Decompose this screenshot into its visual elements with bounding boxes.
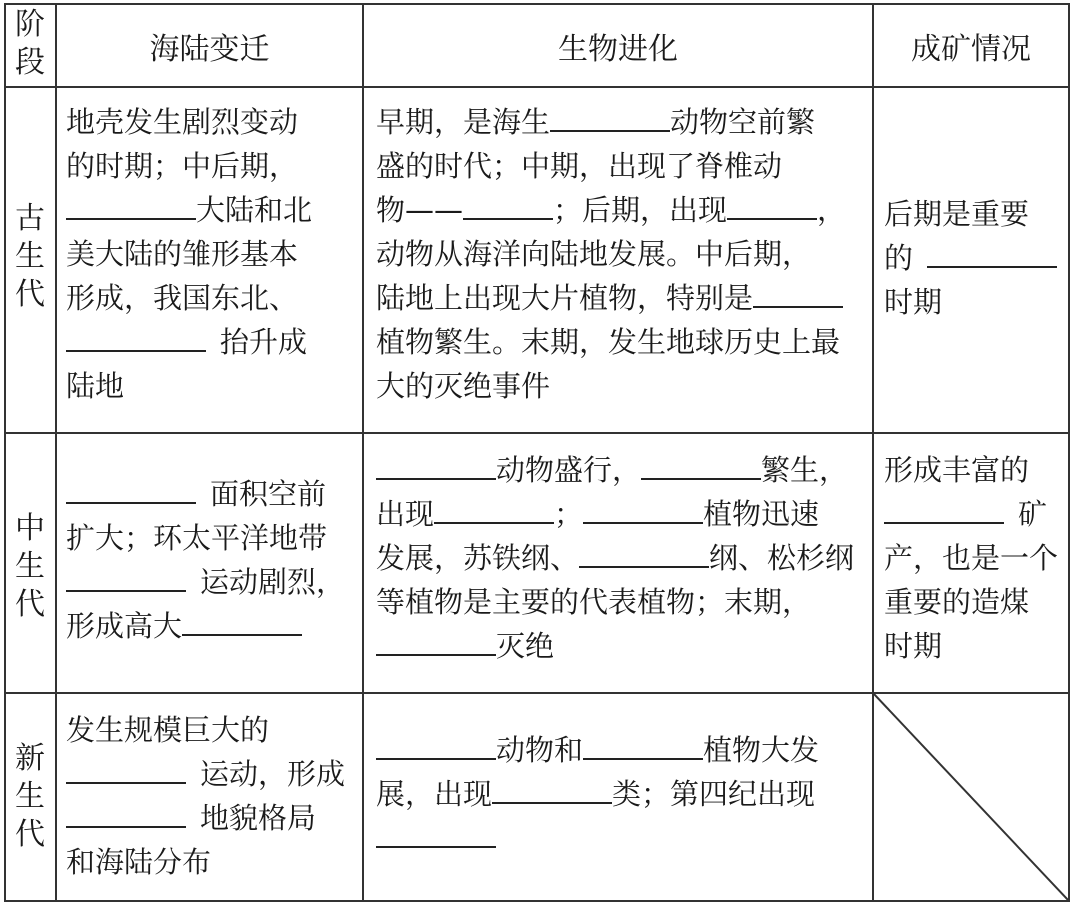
table-border-right xyxy=(1068,3,1070,902)
text-fragment: 运动剧烈， xyxy=(200,565,346,599)
row-divider-1 xyxy=(4,432,1070,434)
text-fragment: 陆地上出现大片植物，特别是 xyxy=(376,281,754,315)
header-sea-land xyxy=(57,24,362,68)
text-line: 时期 xyxy=(884,285,943,319)
text-line xyxy=(66,752,356,796)
stage-paleozoic-text: 古生代 xyxy=(15,201,45,312)
text-fragment: 类；第四纪出现 xyxy=(612,777,816,811)
header-sea-land-text: 海陆变迁 xyxy=(149,32,270,67)
column-divider-1 xyxy=(55,3,57,902)
text-line: 后期是重要 xyxy=(884,197,1030,231)
mesozoic-sea-land xyxy=(66,472,356,648)
text-line xyxy=(376,188,870,232)
text-line: 重要的造煤 xyxy=(884,585,1030,619)
cenozoic-sea-land xyxy=(66,708,356,884)
text-fragment: ；后期，出现 xyxy=(553,193,728,227)
empty-cell-diagonal xyxy=(874,694,1068,900)
text-line: 产，也是一个 xyxy=(884,541,1059,575)
text-line xyxy=(66,604,356,648)
text-fragment: 植物迅速 xyxy=(703,497,820,531)
header-stage xyxy=(10,6,50,82)
fill-blank[interactable] xyxy=(727,188,817,220)
fill-blank[interactable] xyxy=(376,816,496,848)
text-line: 陆地 xyxy=(66,369,125,403)
text-line: 扩大；环太平洋地带 xyxy=(66,521,328,555)
stage-mesozoic xyxy=(10,510,50,624)
text-line xyxy=(376,816,870,860)
text-line xyxy=(884,492,1064,536)
stage-mesozoic-text: 中生代 xyxy=(15,511,45,622)
text-fragment: 抬升成 xyxy=(220,325,308,359)
fill-blank[interactable] xyxy=(66,188,196,220)
text-fragment: 出现 xyxy=(376,497,435,531)
text-line: 时期 xyxy=(884,629,943,663)
text-line: 形成丰富的 xyxy=(884,453,1030,487)
text-line: 动物从海洋向陆地发展。中后期， xyxy=(376,237,812,271)
fill-blank[interactable] xyxy=(884,492,1004,524)
header-mineral xyxy=(874,24,1068,68)
text-line: 等植物是主要的代表植物；末期， xyxy=(376,585,812,619)
text-line: 盛的时代；中期，出现了脊椎动 xyxy=(376,149,783,183)
text-line xyxy=(376,536,870,580)
header-bio-text: 生物进化 xyxy=(558,32,678,67)
text-line: 和海陆分布 xyxy=(66,845,212,879)
text-fragment: 展，出现 xyxy=(376,777,493,811)
fill-blank[interactable] xyxy=(66,320,206,352)
fill-blank[interactable] xyxy=(583,728,703,760)
fill-blank[interactable] xyxy=(376,728,496,760)
text-fragment: 灭绝 xyxy=(496,629,555,663)
text-fragment: 地貌格局 xyxy=(200,801,317,835)
text-line: 地壳发生剧烈变动 xyxy=(66,105,299,139)
fill-blank[interactable] xyxy=(492,772,612,804)
text-line xyxy=(376,100,870,144)
text-line xyxy=(376,624,870,668)
text-fragment: 动物和 xyxy=(496,733,584,767)
text-line xyxy=(376,276,870,320)
fill-blank[interactable] xyxy=(66,752,186,784)
text-fragment: 动物盛行， xyxy=(496,453,642,487)
fill-blank[interactable] xyxy=(583,492,703,524)
fill-blank[interactable] xyxy=(927,236,1057,268)
fill-blank[interactable] xyxy=(66,796,186,828)
fill-blank[interactable] xyxy=(182,604,302,636)
text-fragment: 动物空前繁 xyxy=(670,105,816,139)
text-line xyxy=(376,492,870,536)
header-row-divider xyxy=(4,86,1070,88)
text-fragment: 繁生， xyxy=(761,453,849,487)
text-line: 植物繁生。末期，发生地球历史上最 xyxy=(376,325,841,359)
stage-cenozoic xyxy=(10,740,50,854)
fill-blank[interactable] xyxy=(376,448,496,480)
text-fragment: ， xyxy=(817,193,847,227)
text-line xyxy=(884,236,1064,280)
text-fragment: 物—— xyxy=(376,193,464,227)
header-mineral-text: 成矿情况 xyxy=(911,32,1031,67)
table-border-left xyxy=(4,3,6,902)
cenozoic-bio xyxy=(376,728,870,860)
header-stage-text: 阶段 xyxy=(15,7,45,80)
text-line xyxy=(66,320,356,364)
text-line: 形成，我国东北、 xyxy=(66,281,299,315)
text-fragment: 纲、松杉纲 xyxy=(709,541,855,575)
text-fragment: 矿 xyxy=(1018,497,1048,531)
paleozoic-mineral xyxy=(884,192,1064,324)
text-fragment: 植物大发 xyxy=(703,733,820,767)
text-line: 美大陆的雏形基本 xyxy=(66,237,299,271)
mesozoic-bio xyxy=(376,448,870,668)
fill-blank[interactable] xyxy=(66,472,196,504)
fill-blank[interactable] xyxy=(641,448,761,480)
fill-blank[interactable] xyxy=(463,188,553,220)
text-fragment: 的 xyxy=(884,241,914,275)
fill-blank[interactable] xyxy=(753,276,843,308)
text-line xyxy=(376,448,870,492)
text-line xyxy=(66,560,356,604)
text-line: 大的灭绝事件 xyxy=(376,369,551,403)
fill-blank[interactable] xyxy=(579,536,709,568)
text-fragment: 大陆和北 xyxy=(196,193,313,227)
text-line xyxy=(376,772,870,816)
stage-cenozoic-text: 新生代 xyxy=(15,741,45,852)
fill-blank[interactable] xyxy=(434,492,554,524)
paleozoic-sea-land xyxy=(66,100,356,408)
text-fragment: 发展，苏铁纲、 xyxy=(376,541,580,575)
mesozoic-mineral xyxy=(884,448,1064,668)
text-fragment: 面积空前 xyxy=(210,477,327,511)
text-line xyxy=(66,188,356,232)
text-line: 发生规模巨大的 xyxy=(66,713,270,747)
text-fragment: 早期，是海生 xyxy=(376,105,551,139)
text-line: 的时期；中后期， xyxy=(66,149,299,183)
stage-paleozoic xyxy=(10,200,50,314)
table-border-bottom xyxy=(4,900,1070,902)
header-bio xyxy=(364,24,872,68)
fill-blank[interactable] xyxy=(376,624,496,656)
column-divider-2 xyxy=(362,3,364,902)
text-fragment: ； xyxy=(554,497,584,531)
text-fragment: 运动，形成 xyxy=(200,757,346,791)
fill-blank[interactable] xyxy=(66,560,186,592)
paleozoic-bio xyxy=(376,100,870,408)
text-line xyxy=(66,796,356,840)
fill-blank[interactable] xyxy=(550,100,670,132)
table-border-top xyxy=(4,3,1070,5)
text-fragment: 形成高大 xyxy=(66,609,183,643)
text-line xyxy=(66,472,356,516)
text-line xyxy=(376,728,870,772)
